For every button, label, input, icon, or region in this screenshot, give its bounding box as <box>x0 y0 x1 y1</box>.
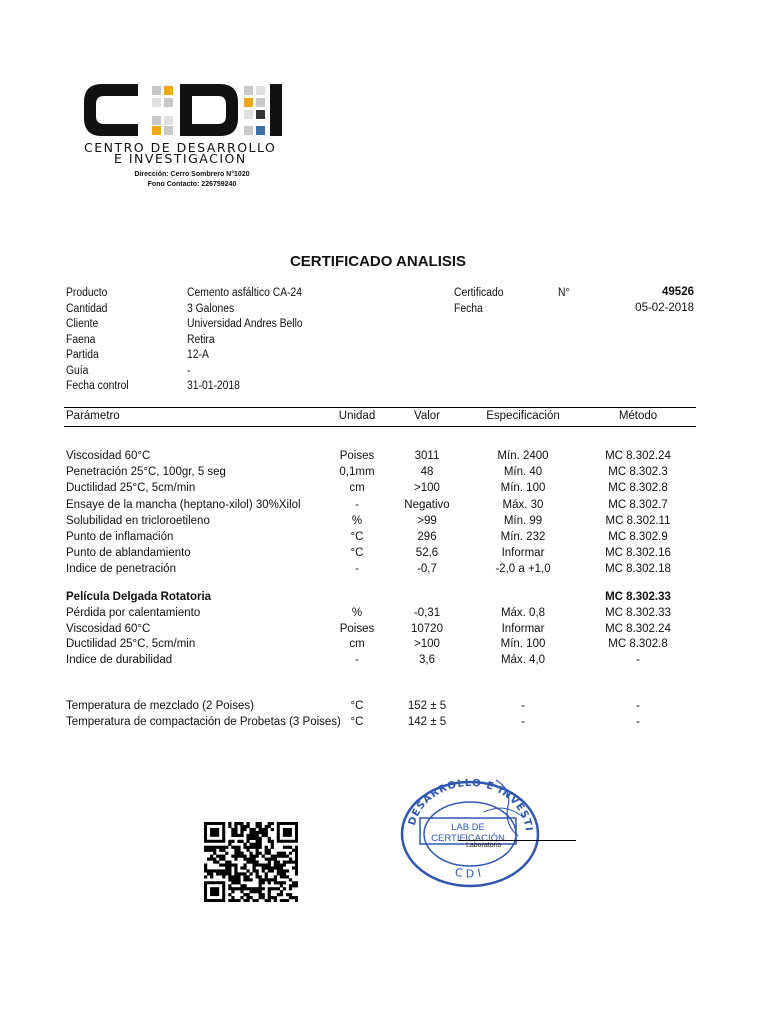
cell-valor: 296 <box>417 531 437 543</box>
cell-unidad: cm <box>349 482 365 495</box>
table-row <box>0 450 768 466</box>
table-row <box>0 607 768 623</box>
cell-especificacion: - <box>521 716 525 728</box>
cell-parametro: Viscosidad 60°C <box>66 450 151 462</box>
cell-valor: >100 <box>414 482 440 495</box>
cell-valor: -0,31 <box>413 607 441 619</box>
cell-unidad: °C <box>350 716 364 728</box>
cell-valor: 142 ± 5 <box>407 716 447 728</box>
cell-metodo: MC 8.302.7 <box>608 498 668 511</box>
cell-valor: Negativo <box>404 498 450 511</box>
cell-metodo: MC 8.302.9 <box>608 531 668 543</box>
info-value: 31-01-2018 <box>187 380 240 392</box>
cell-especificacion: Informar <box>501 547 545 560</box>
info-label: Fecha control <box>66 380 129 392</box>
rtfot-title: Película Delgada Rotatoria <box>66 591 212 603</box>
cell-valor: 3011 <box>414 450 440 462</box>
cell-parametro: Temperatura de mezclado (2 Poises) <box>66 700 254 712</box>
svg-text:CDI <box>454 866 486 881</box>
cell-unidad: - <box>355 653 359 666</box>
cell-parametro: Ductilidad 25°C, 5cm/min <box>66 482 196 495</box>
table-header-rule <box>64 426 696 427</box>
info-value: 12-A <box>187 349 209 361</box>
cell-metodo: - <box>636 700 640 712</box>
stamp-box-line-2: CERTIFICACIÓN <box>431 833 505 844</box>
cell-parametro: Pérdida por calentamiento <box>66 607 201 619</box>
table-row <box>0 515 768 531</box>
cell-metodo: - <box>636 653 640 666</box>
page-title: CERTIFICADO ANALISIS <box>289 253 467 270</box>
cell-valor: 48 <box>420 466 434 479</box>
qr-code <box>204 822 298 902</box>
info-label: Faena <box>66 333 96 346</box>
header-metodo: Método <box>618 410 658 422</box>
cell-valor: >100 <box>414 638 440 650</box>
info-label: Cantidad <box>66 302 108 315</box>
info-label: Producto <box>66 287 108 299</box>
cell-parametro: Indice de durabilidad <box>66 653 173 666</box>
info-label: Guía <box>66 364 89 377</box>
cell-unidad: Poises <box>339 622 375 635</box>
cell-especificacion: Informar <box>501 622 545 635</box>
cell-especificacion: Mín. 232 <box>500 531 546 543</box>
cell-valor: 52,6 <box>415 547 439 560</box>
cell-unidad: - <box>355 563 359 576</box>
cell-unidad: °C <box>350 700 364 712</box>
info-label: Partida <box>66 349 99 361</box>
signature-label: Laboratorio <box>466 842 502 849</box>
info-value: 3 Galones <box>187 302 235 315</box>
cell-valor: 10720 <box>411 622 443 635</box>
table-row <box>0 654 768 670</box>
table-row <box>0 563 768 579</box>
number-label: N° <box>558 287 570 299</box>
cell-metodo: - <box>636 716 640 728</box>
table-top-rule <box>64 407 696 408</box>
cell-metodo: MC 8.302.16 <box>605 547 671 560</box>
info-value: Retira <box>187 333 215 346</box>
cell-metodo: MC 8.302.8 <box>608 482 668 495</box>
certificate-label: Certificado <box>454 287 504 299</box>
cell-unidad: - <box>355 498 359 511</box>
cell-unidad: cm <box>349 638 365 650</box>
cell-especificacion: Mín. 100 <box>500 482 546 495</box>
cell-especificacion: Mín. 2400 <box>497 450 549 462</box>
stamp-box-line-1: LAB DE <box>451 822 485 833</box>
table-header <box>0 410 768 426</box>
cell-especificacion: Máx. 30 <box>502 498 544 511</box>
cell-unidad: % <box>351 607 363 619</box>
stamp-ring-text: DESARROLLO E INVESTI <box>406 777 534 833</box>
cell-metodo: MC 8.302.24 <box>605 622 671 635</box>
cell-unidad: Poises <box>339 450 375 462</box>
certificate-date: 05-02-2018 <box>635 301 694 314</box>
cell-especificacion: -2,0 a +1,0 <box>495 563 551 576</box>
cell-especificacion: Mín. 40 <box>503 466 543 479</box>
cell-parametro: Ensaye de la mancha (heptano-xilol) 30%Xilol <box>66 498 301 511</box>
cell-metodo: MC 8.302.11 <box>605 514 671 527</box>
cell-especificacion: Máx. 4,0 <box>500 653 546 666</box>
info-value: Cemento asfáltico CA-24 <box>187 287 303 299</box>
header-parametro: Parámetro <box>66 410 120 422</box>
logo-line-1: CENTRO DE DESARROLLO <box>84 140 277 155</box>
cell-valor: 152 ± 5 <box>407 700 447 712</box>
table-row <box>0 700 768 716</box>
cell-parametro: Viscosidad 60°C <box>66 622 151 635</box>
cell-valor: >99 <box>417 514 437 527</box>
signature-line <box>458 840 576 841</box>
table-row <box>0 499 768 515</box>
cell-parametro: Punto de ablandamiento <box>66 547 191 560</box>
cell-metodo: MC 8.302.24 <box>605 450 671 462</box>
cell-valor: 3,6 <box>419 653 435 666</box>
table-row <box>0 716 768 732</box>
date-label: Fecha <box>454 302 483 315</box>
header-unidad: Unidad <box>338 410 376 422</box>
cell-unidad: % <box>351 514 363 527</box>
certificate-number: 49526 <box>662 286 694 298</box>
stamp-bottom-text: CDI <box>454 865 487 881</box>
cell-metodo: MC 8.302.3 <box>608 466 668 479</box>
table-row <box>0 482 768 498</box>
cell-parametro: Punto de inflamación <box>66 531 174 543</box>
cell-metodo: MC 8.302.18 <box>605 563 671 576</box>
table-row <box>0 531 768 547</box>
cell-valor: -0,7 <box>417 563 437 576</box>
table-row <box>0 638 768 654</box>
info-label: Cliente <box>66 318 99 330</box>
cell-parametro: Temperatura de compactación de Probetas (3 Poises) <box>66 716 341 728</box>
cell-parametro: Ductilidad 25°C, 5cm/min <box>66 638 196 650</box>
cell-parametro: Indice de penetración <box>66 563 176 576</box>
cell-unidad: 0,1mm <box>339 466 375 479</box>
info-value: Universidad Andres Bello <box>187 318 303 330</box>
cell-metodo: MC 8.302.8 <box>608 638 668 650</box>
cell-unidad: °C <box>350 531 364 543</box>
cell-especificacion: Mín. 99 <box>503 514 543 527</box>
phone-text: Fono Contacto: 226759240 <box>147 181 237 188</box>
cell-parametro: Penetración 25°C, 100gr, 5 seg <box>66 466 226 479</box>
cell-especificacion: Mín. 100 <box>500 638 546 650</box>
cell-metodo: MC 8.302.33 <box>605 607 671 619</box>
lab-stamp <box>396 772 542 890</box>
header-valor: Valor <box>414 410 440 422</box>
header-especificacion: Especificación <box>486 410 560 422</box>
table-row <box>0 466 768 482</box>
cell-especificacion: Máx. 0,8 <box>500 607 546 619</box>
table-row <box>0 623 768 639</box>
cell-unidad: °C <box>350 547 364 560</box>
cell-especificacion: - <box>521 700 525 712</box>
address-text: Dirección: Cerro Sombrero N°1020 <box>134 171 250 178</box>
rtfot-method: MC 8.302.33 <box>605 591 671 603</box>
info-value: - <box>187 364 191 377</box>
logo-line-2: E INVESTIGACIÓN <box>114 151 247 166</box>
rtfot-header-row <box>0 591 768 607</box>
cell-parametro: Solubilidad en tricloroetileno <box>66 514 210 527</box>
table-row <box>0 547 768 563</box>
